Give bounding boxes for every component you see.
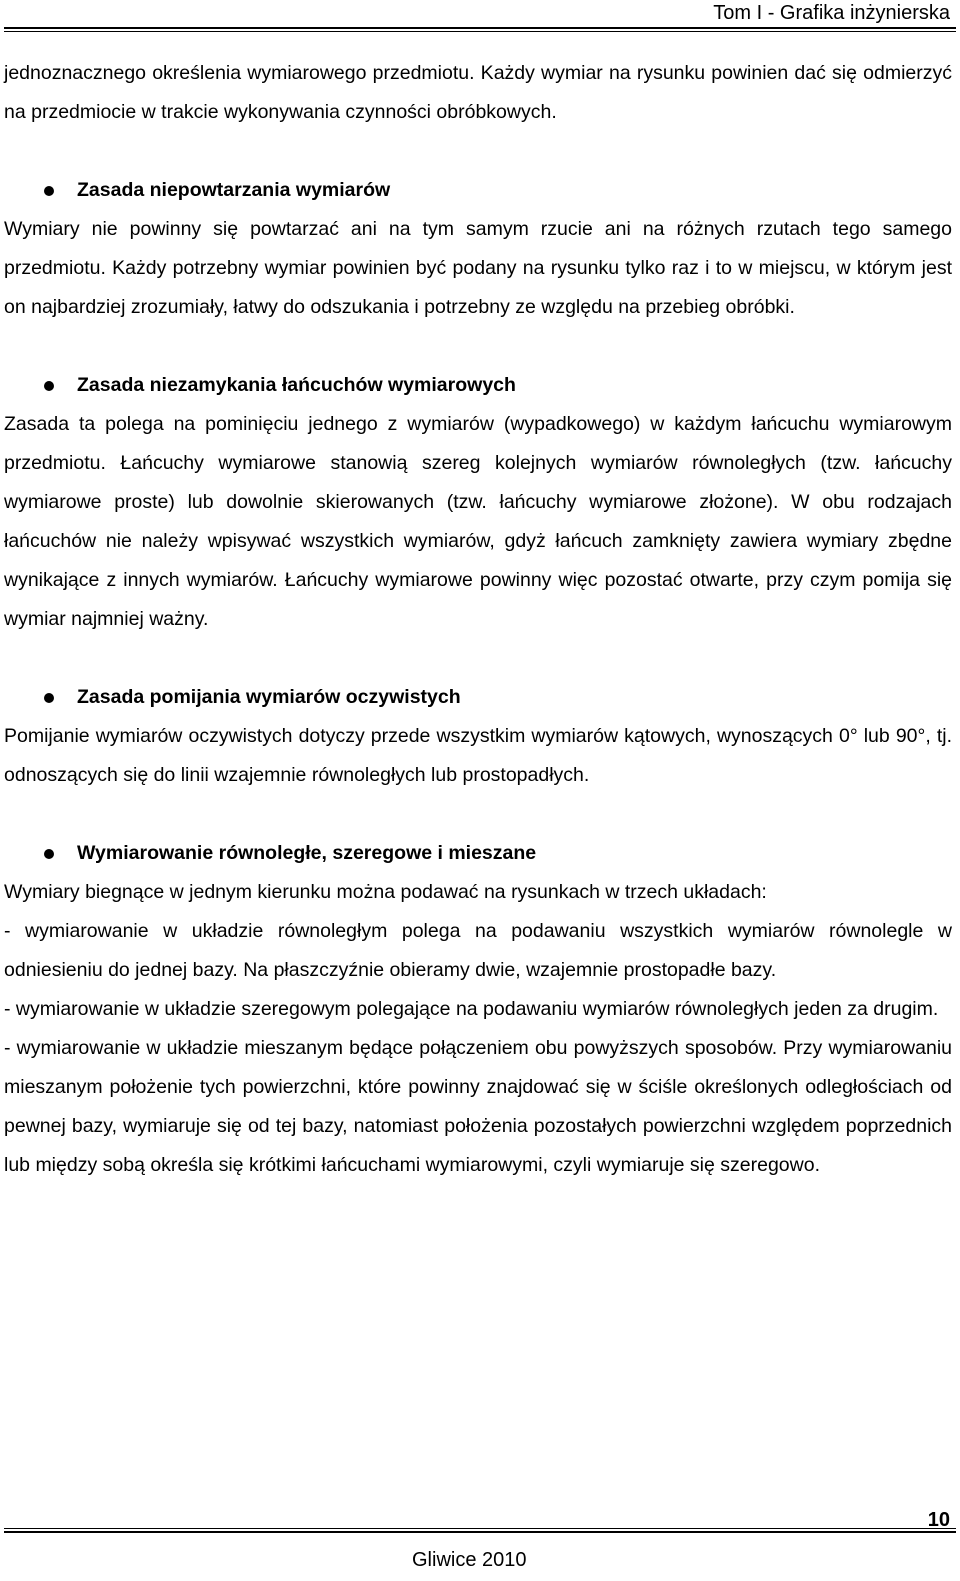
section-paragraph: Pomijanie wymiarów oczywistych dotyczy przede wszystkim wymiarów kątowych, wynoszących 0° lub 90°, tj. odnoszących się do linii wzajemnie równoległych lub prostopadłych. [4,725,952,786]
section-open-chains [4,366,952,639]
page-body [4,54,952,1185]
section-heading: Zasada pomijania wymiarów oczywistych [77,686,461,708]
section-paragraph: Wymiary nie powinny się powtarzać ani na tym samym rzucie ani na różnych rzutach tego samego przedmiotu. Każdy potrzebny wymiar powinien być podany na rysunku tylko raz i to w miejscu, w którym jest on najbardziej zrozumiały, łatwy do odszukania i potrzebny ze względu na przebieg obróbki. [4,218,952,318]
section-obvious-dimensions [4,678,952,795]
bullet-icon [44,693,54,703]
header-rule [4,27,956,32]
footer-text: Gliwice 2010 [412,1549,527,1571]
footer-rule [4,1528,956,1533]
section-gap [4,639,952,678]
section-paragraph: - wymiarowanie w układzie równoległym polega na podawaniu wszystkich wymiarów równolegle w odniesieniu do jednej bazy. Na płaszczyźnie obieramy dwie, wzajemnie prostopadłe bazy. [4,920,952,981]
section-paragraph: Wymiary biegnące w jednym kierunku można podawać na rysunkach w trzech układach: [4,881,767,903]
section-heading: Zasada niepowtarzania wymiarów [77,179,391,201]
section-paragraph: - wymiarowanie w układzie szeregowym polegające na podawaniu wymiarów równoległych jeden za drugim. [4,998,939,1020]
bullet-icon [44,849,54,859]
running-header-title: Tom I - Grafika inżynierska [713,2,950,24]
page-number: 10 [927,1509,950,1531]
section-dimensioning-systems [4,834,952,1185]
section-gap [4,327,952,366]
section-heading: Wymiarowanie równoległe, szeregowe i mieszane [77,842,537,864]
intro-paragraph: jednoznacznego określenia wymiarowego przedmiotu. Każdy wymiar na rysunku powinien dać się odmierzyć na przedmiocie w trakcie wykonywania czynności obróbkowych. [4,62,952,123]
section-paragraph: Zasada ta polega na pominięciu jednego z wymiarów (wypadkowego) w każdym łańcuchu wymiarowym przedmiotu. Łańcuchy wymiarowe stanowią szereg kolejnych wymiarów równoległych (tzw. łańcuchy wymiarowe proste) lub dowolnie skierowanych (tzw. łańcuchy wymiarowe złożone). W obu rodzajach łańcuchów nie należy wpisywać wszystkich wymiarów, gdyż łańcuch zamknięty zawiera wymiary zbędne wynikające z innych wymiarów. Łańcuchy wymiarowe powinny więc pozostać otwarte, przy czym pomija się wymiar najmniej ważny. [4,413,952,630]
section-heading: Zasada niezamykania łańcuchów wymiarowych [77,374,516,396]
bullet-icon [44,381,54,391]
section-gap [4,132,952,171]
section-no-repetition [4,171,952,327]
bullet-icon [44,186,54,196]
section-paragraph: - wymiarowanie w układzie mieszanym będące połączeniem obu powyższych sposobów. Przy wymiarowaniu mieszanym położenie tych powierzchni, które powinny znajdować się w ściśle określonych odległościach od pewnej bazy, wymiaruje się od tej bazy, natomiast położenia pozostałych powierzchni względem poprzednich lub między sobą określa się krótkimi łańcuchami wymiarowymi, czyli wymiaruje się szeregowo. [4,1037,952,1176]
section-gap [4,795,952,834]
